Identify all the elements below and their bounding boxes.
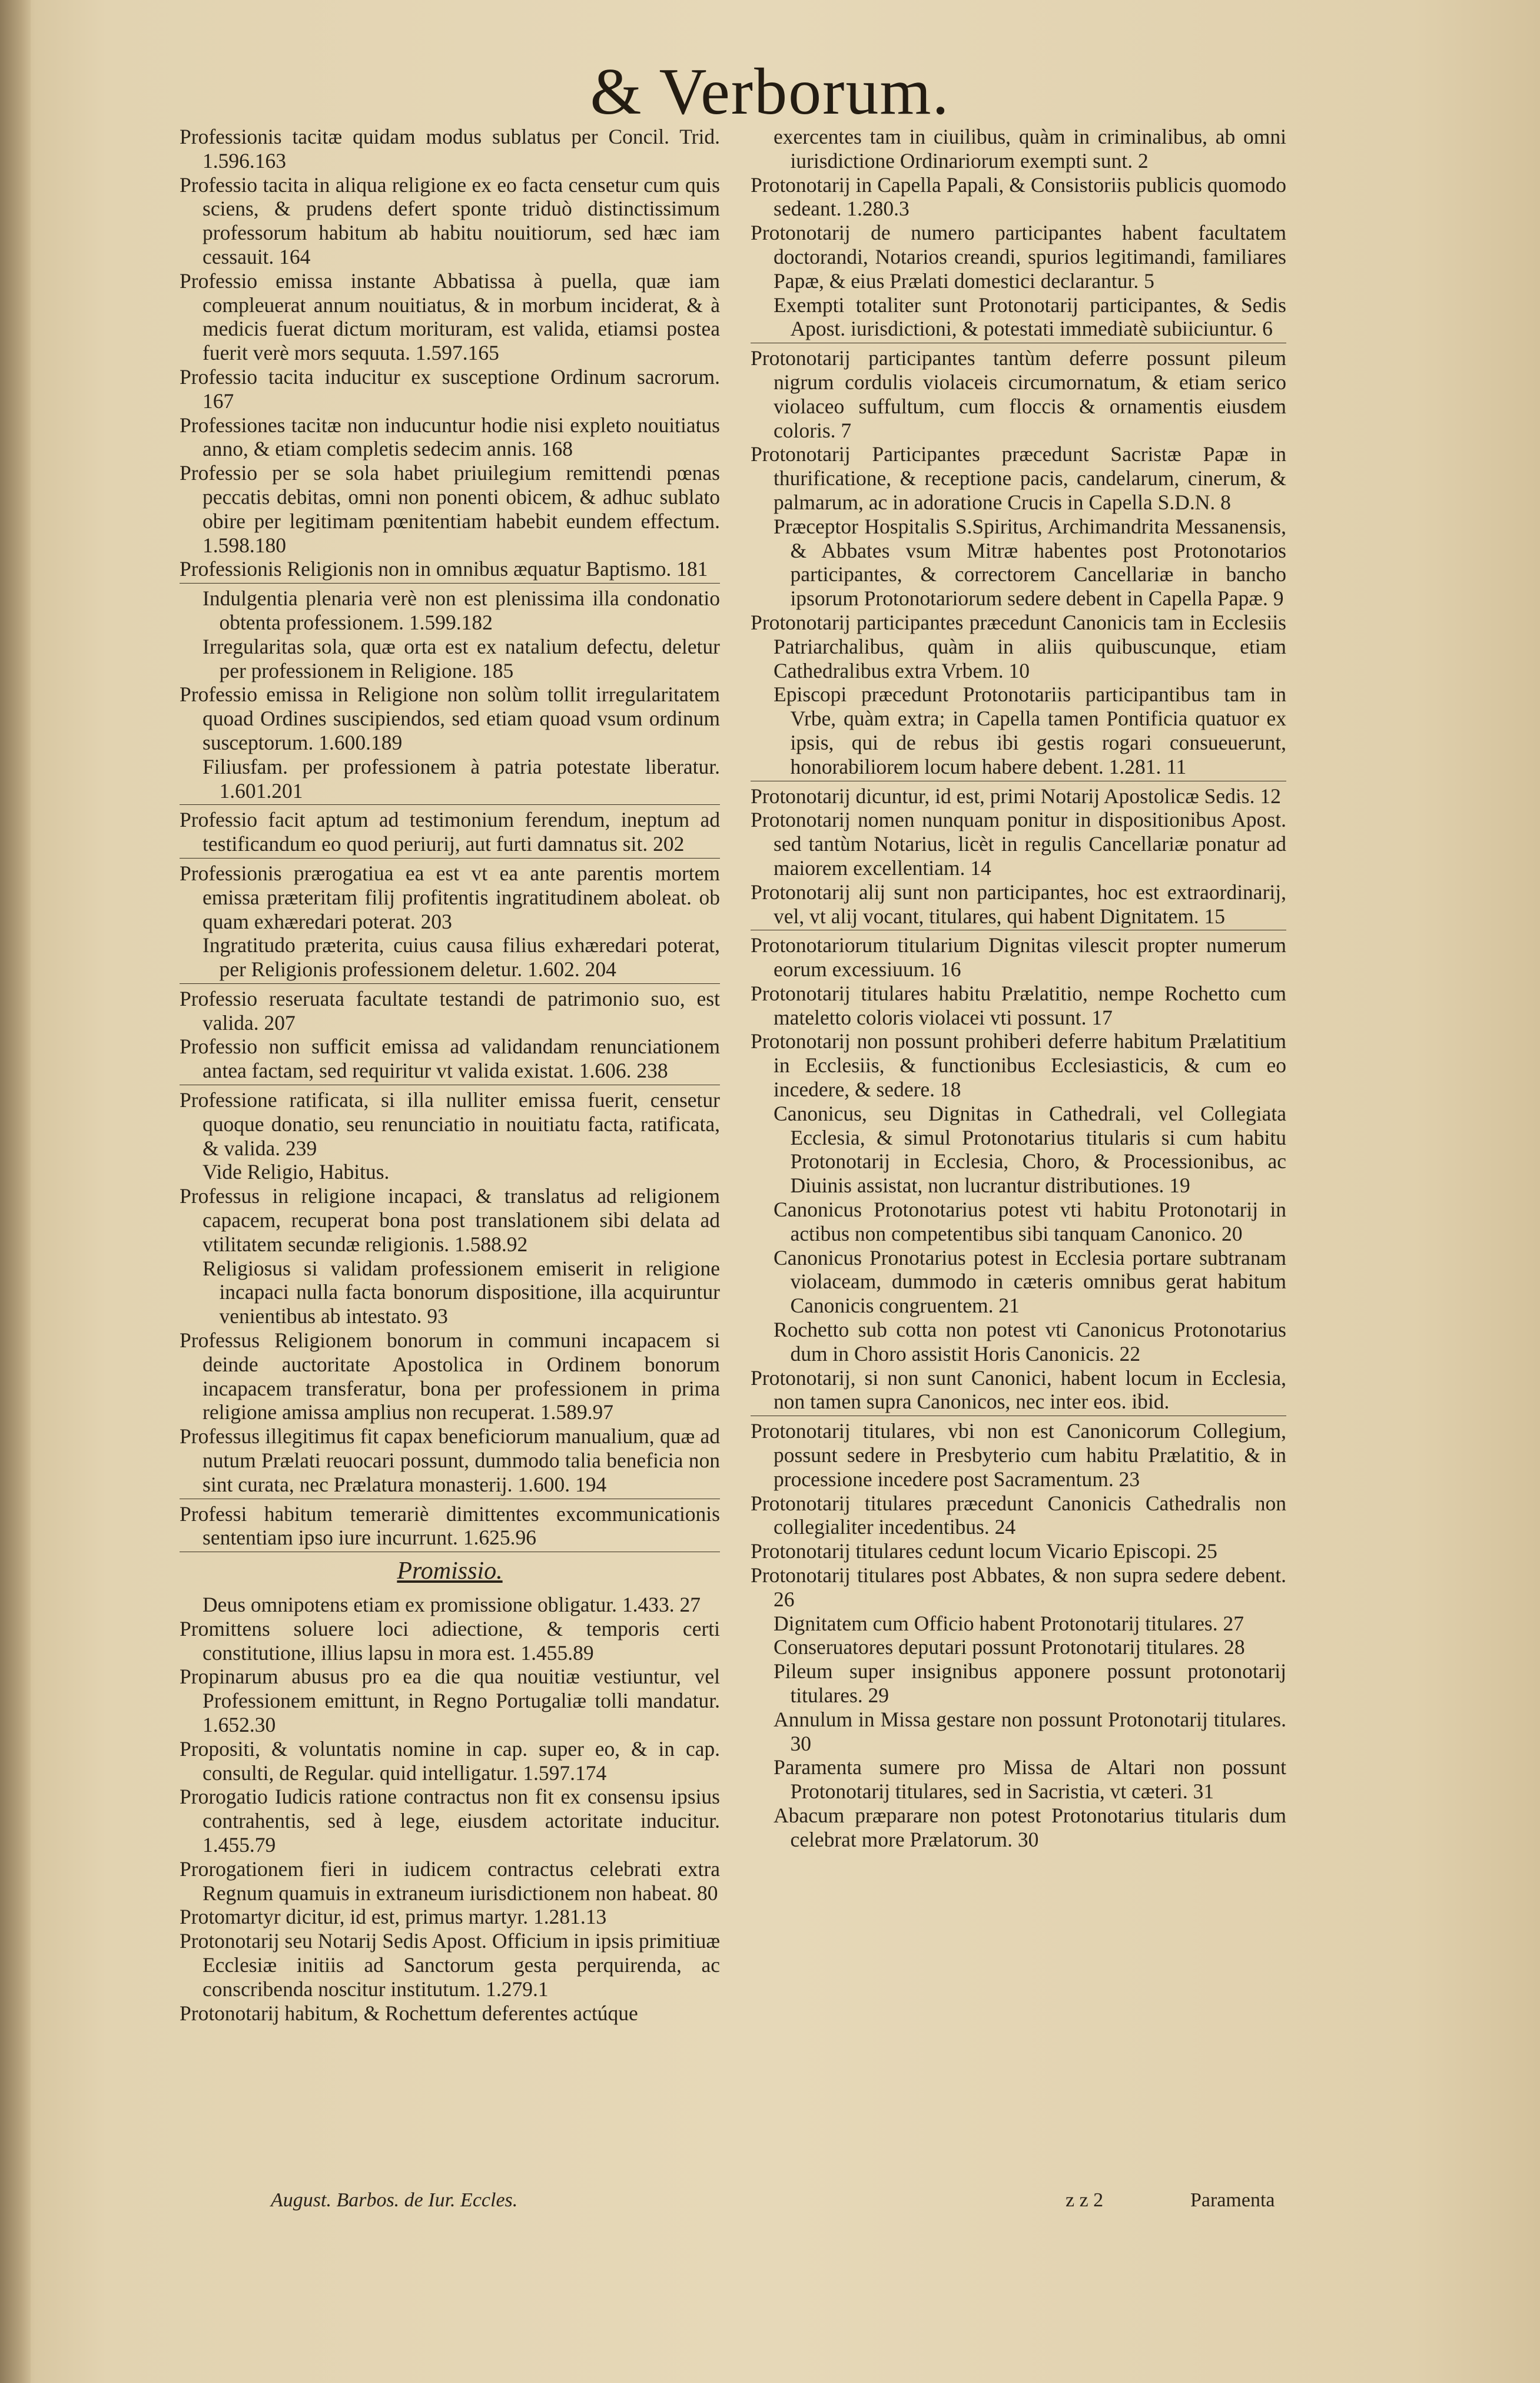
index-subentry: Episcopi præcedunt Protonotariis participantibus tam in Vrbe, quàm extra; in Capella tamen Pontificia quatuor ex ipsis, qui de rebus ibi gestis rogari consueuerunt, honorabiliorem locum habere debent. 1.281. 11 xyxy=(774,682,1286,778)
index-subentry: exercentes tam in ciuilibus, quàm in criminalibus, ab omni iurisdictione Ordinariorum exempti sunt. 2 xyxy=(774,125,1286,173)
index-entry: Professio tacita in aliqua religione ex eo facta censetur cum quis sciens, & prudens defert sponte triduò distinctissimum professorum habitum ab habitu nouitiorum, sed hæc iam cessauit. 164 xyxy=(180,173,720,269)
divider-rule xyxy=(180,583,720,584)
index-entry: Protonotarij titulares post Abbates, & non supra sedere debent. 26 xyxy=(751,1563,1286,1611)
index-entry: Professionis prærogatiua ea est vt ea ante parentis mortem emissa præteritam filij profitentis ingratitudinem aboleat. ob quam exhæredari poterat. 203 xyxy=(180,861,720,933)
index-entry: Professi habitum temerariè dimittentes excommunicationis sententiam ipso iure incurrunt. 1.625.96 xyxy=(180,1502,720,1550)
index-entry: Professus Religionem bonorum in communi incapacem si deinde auctoritate Apostolica in Ordinem bonorum incapacem transferatur, bona per professionem in prima religione amissa amplius non recuperat. 1.589.97 xyxy=(180,1328,720,1424)
index-entry: Propositi, & voluntatis nomine in cap. super eo, & in cap. consulti, de Regular. quid intelligatur. 1.597.174 xyxy=(180,1736,720,1785)
index-subentry: Rochetto sub cotta non potest vti Canonicus Protonotarius dum in Choro assistit Horis Canonicis. 22 xyxy=(774,1318,1286,1365)
footer-citation: August. Barbos. de Iur. Eccles. xyxy=(271,2189,518,2211)
signature-mark: z z 2 xyxy=(1066,2189,1104,2211)
index-entry: Protomartyr dicitur, id est, primus martyr. 1.281.13 xyxy=(180,1905,607,1929)
section-title: Promissio. xyxy=(397,1557,503,1585)
left-column xyxy=(180,125,720,2025)
index-entry: Protonotarij nomen nunquam ponitur in dispositionibus Apost. sed tantùm Notarius, licèt in regulis Cancellariæ ponatur ad maiorem excellentiam. 14 xyxy=(751,808,1286,880)
index-subentry: Ingratitudo præterita, cuius causa filius exhæredari poterat, per Religionis professionem deletur. 1.602. 204 xyxy=(203,933,720,982)
index-entry: Protonotarij dicuntur, id est, primi Notarij Apostolicæ Sedis. 12 xyxy=(751,784,1281,808)
index-entry: Promittens soluere loci adiectione, & temporis certi constitutione, illius lapsu in mora est. 1.455.89 xyxy=(180,1616,720,1665)
index-entry: Professiones tacitæ non inducuntur hodie nisi expleto nouitiatus anno, & etiam completis sedecim annis. 168 xyxy=(180,413,720,461)
index-entry: Protonotarij titulares habitu Prælatitio, nempe Rochetto cum mateletto coloris violacei vti possunt. 17 xyxy=(751,981,1286,1029)
index-entry: Protonotariorum titularium Dignitas vilescit propter numerum eorum excessiuum. 16 xyxy=(751,933,1286,982)
index-entry: Protonotarij de numero participantes habent facultatem doctorandi, Notarios creandi, spurios legitimandi, familiares Papæ, & eius Prælati domestici declarantur. 5 xyxy=(751,221,1286,293)
catchword: Paramenta xyxy=(1190,2189,1275,2211)
index-entry: Protonotarij participantes præcedunt Canonicis tam in Ecclesiis Patriarchalibus, quàm in aliis quibuscunque, etiam Cathedralibus extra Vrbem. 10 xyxy=(751,610,1286,682)
index-entry: Protonotarij seu Notarij Sedis Apost. Officium in ipsis primitiuæ Ecclesiæ initiis ad Sanctorum gesta perquirenda, ac conscribenda noscitur institutum. 1.279.1 xyxy=(180,1929,720,2001)
binding-edge xyxy=(0,0,31,2383)
index-subentry: Deus omnipotens etiam ex promissione obligatur. 1.433. 27 xyxy=(203,1593,701,1617)
index-entry: Prorogationem fieri in iudicem contractus celebrati extra Regnum quamuis in extraneum iurisdictionem non habeat. 80 xyxy=(180,1857,720,1905)
index-subentry: Canonicus Protonotarius potest vti habitu Protonotarij in actibus non competentibus sibi tanquam Canonico. 20 xyxy=(774,1198,1286,1245)
index-subentry: Pileum super insignibus apponere possunt protonotarij titulares. 29 xyxy=(774,1659,1286,1707)
index-entry: Professio reseruata facultate testandi de patrimonio suo, est valida. 207 xyxy=(180,986,720,1035)
divider-rule xyxy=(180,804,720,805)
index-entry: Professionis tacitæ quidam modus sublatus per Concil. Trid. 1.596.163 xyxy=(180,125,720,173)
index-entry: Propinarum abusus pro ea die qua nouitiæ vestiuntur, vel Professionem emittunt, in Regno Portugaliæ tolli mandatur. 1.652.30 xyxy=(180,1665,720,1736)
index-subentry: Canonicus Pronotarius potest in Ecclesia portare subtranam violaceam, dummodo in cæteris omnibus gerat habitum Canonicis congruentem. 21 xyxy=(774,1245,1286,1318)
index-entry: Professio tacita inducitur ex susceptione Ordinum sacrorum. 167 xyxy=(180,364,720,413)
right-column xyxy=(751,125,1286,1852)
index-entry: Professio per se sola habet priuilegium remittendi pœnas peccatis debitas, omni non ponenti obicem, & adhuc sublato obire per legitimam pœnitentiam habebit eundem effectum. 1.598.180 xyxy=(180,461,720,557)
index-entry: Protonotarij Participantes præcedunt Sacristæ Papæ in thurificatione, & receptione pacis, candelarum, cinerum, & palmarum, ac in adoratione Crucis in Capella S.D.N. 8 xyxy=(751,442,1286,514)
index-entry: Professus illegitimus fit capax beneficiorum manualium, quæ ad nutum Prælati reuocari possunt, dummodo talia beneficia non sint curata, nec Prælatura monasterij. 1.600. 194 xyxy=(180,1424,720,1496)
index-entry: Protonotarij participantes tantùm deferre possunt pileum nigrum cordulis violaceis circumornatum, & etiam serico violaceo suffultum, cum floccis & ornamentis eiusdem coloris. 7 xyxy=(751,346,1286,442)
index-entry: Professionis Religionis non in omnibus æquatur Baptismo. 181 xyxy=(180,557,708,581)
index-entry: Professio emissa in Religione non solùm tollit irregularitatem quoad Ordines suscipiendos, sed etiam quoad vsum ordinum susceptorum. 1.600.189 xyxy=(180,682,720,754)
page-title: & Verborum. xyxy=(590,55,950,128)
index-subentry: Præceptor Hospitalis S.Spiritus, Archimandrita Messanensis, & Abbates vsum Mitræ habentes post Protonotarios participantes, & correctorem Cancellariæ in bancho ipsorum Protonotariorum sedere debent in Capella Papæ. 9 xyxy=(774,514,1286,611)
index-subentry: Irregularitas sola, quæ orta est ex natalium defectu, deletur per professionem in Religione. 185 xyxy=(203,634,720,682)
index-entry: Professio facit aptum ad testimonium ferendum, ineptum ad testificandum eo quod periurij, aut furti damnatus sit. 202 xyxy=(180,808,720,856)
index-subentry: Religiosus si validam professionem emiserit in religione incapaci nulla facta bonorum dispositione, illa acquiruntur venientibus ab intestato. 93 xyxy=(203,1256,720,1328)
index-entry: Protonotarij titulares præcedunt Canonicis Cathedralis non collegialiter incedentibus. 24 xyxy=(751,1491,1286,1539)
index-subentry: Conseruatores deputari possunt Protonotarij titulares. 28 xyxy=(774,1635,1245,1659)
index-entry: Protonotarij non possunt prohiberi deferre habitum Prælatitium in Ecclesiis, & functionibus Ecclesiasticis, & cum eo incedere, & sedere. 18 xyxy=(751,1029,1286,1102)
index-entry: Protonotarij titulares, vbi non est Canonicorum Collegium, possunt sedere in Presbyterio cum habitu Prælatitio, & in processione incedere post Sacramentum. 23 xyxy=(751,1419,1286,1491)
divider-rule xyxy=(180,983,720,984)
index-subentry: Canonicus, seu Dignitas in Cathedrali, vel Collegiata Ecclesia, & simul Protonotarius titularis si cum habitu Protonotarij in Ecclesia, Choro, & Processionibus, ac Diuinis assistat, non lucrantur distributiones. 19 xyxy=(774,1101,1286,1198)
index-entry: Prorogatio Iudicis ratione contractus non fit ex consensu ipsius contrahentis, sed à lege, eiusdem actoritate inducitur. 1.455.79 xyxy=(180,1785,720,1857)
index-entry: Protonotarij alij sunt non participantes, hoc est extraordinarij, vel, vt alij vocant, titulares, qui habent Dignitatem. 15 xyxy=(751,880,1286,928)
index-subentry: Annulum in Missa gestare non possunt Protonotarij titulares. 30 xyxy=(774,1707,1286,1755)
index-subentry: Abacum præparare non potest Protonotarius titularis dum celebrat more Prælatorum. 30 xyxy=(774,1803,1286,1851)
index-entry: Professus in religione incapaci, & translatus ad religionem capacem, recuperat bona post translationem sibi delata ad vtilitatem secundæ religionis. 1.588.92 xyxy=(180,1184,720,1256)
index-entry: Protonotarij titulares cedunt locum Vicario Episcopi. 25 xyxy=(751,1539,1217,1563)
index-subentry: Filiusfam. per professionem à patria potestate liberatur. 1.601.201 xyxy=(203,754,720,803)
index-entry: Professio emissa instante Abbatissa à puella, quæ iam compleuerat annum nouitiatus, & in morbum inciderat, & à medicis fuerat dictum morituram, est valida, etiamsi postea fuerit verè mors sequuta. 1.597.165 xyxy=(180,269,720,365)
index-entry: Professione ratificata, si illa nulliter emissa fuerit, censetur quoque donatio, seu renunciatio in nouitiatu facta, ratificata, & valida. 239 xyxy=(180,1088,720,1160)
index-entry: Protonotarij, si non sunt Canonici, habent locum in Ecclesia, non tamen supra Canonicos, nec inter eos. ibid. xyxy=(751,1365,1286,1414)
index-subentry: Exempti totaliter sunt Protonotarij participantes, & Sedis Apost. iurisdictioni, & potestati immediatè subiiciuntur. 6 xyxy=(774,293,1286,341)
divider-rule xyxy=(180,858,720,859)
index-subentry: Indulgentia plenaria verè non est plenissima illa condonatio obtenta professionem. 1.599.182 xyxy=(203,586,720,634)
index-entry: Professio non sufficit emissa ad validandam renunciationem antea factam, sed requiritur vt valida existat. 1.606. 238 xyxy=(180,1035,720,1083)
index-subentry: Vide Religio, Habitus. xyxy=(203,1160,390,1184)
index-entry: Protonotarij in Capella Papali, & Consistoriis publicis quomodo sedeant. 1.280.3 xyxy=(751,173,1286,221)
index-entry: Protonotarij habitum, & Rochettum deferentes actúque xyxy=(180,2001,638,2025)
index-subentry: Paramenta sumere pro Missa de Altari non possunt Protonotarij titulares, sed in Sacristia, vt cæteri. 31 xyxy=(774,1755,1286,1804)
index-subentry: Dignitatem cum Officio habent Protonotarij titulares. 27 xyxy=(774,1611,1244,1635)
